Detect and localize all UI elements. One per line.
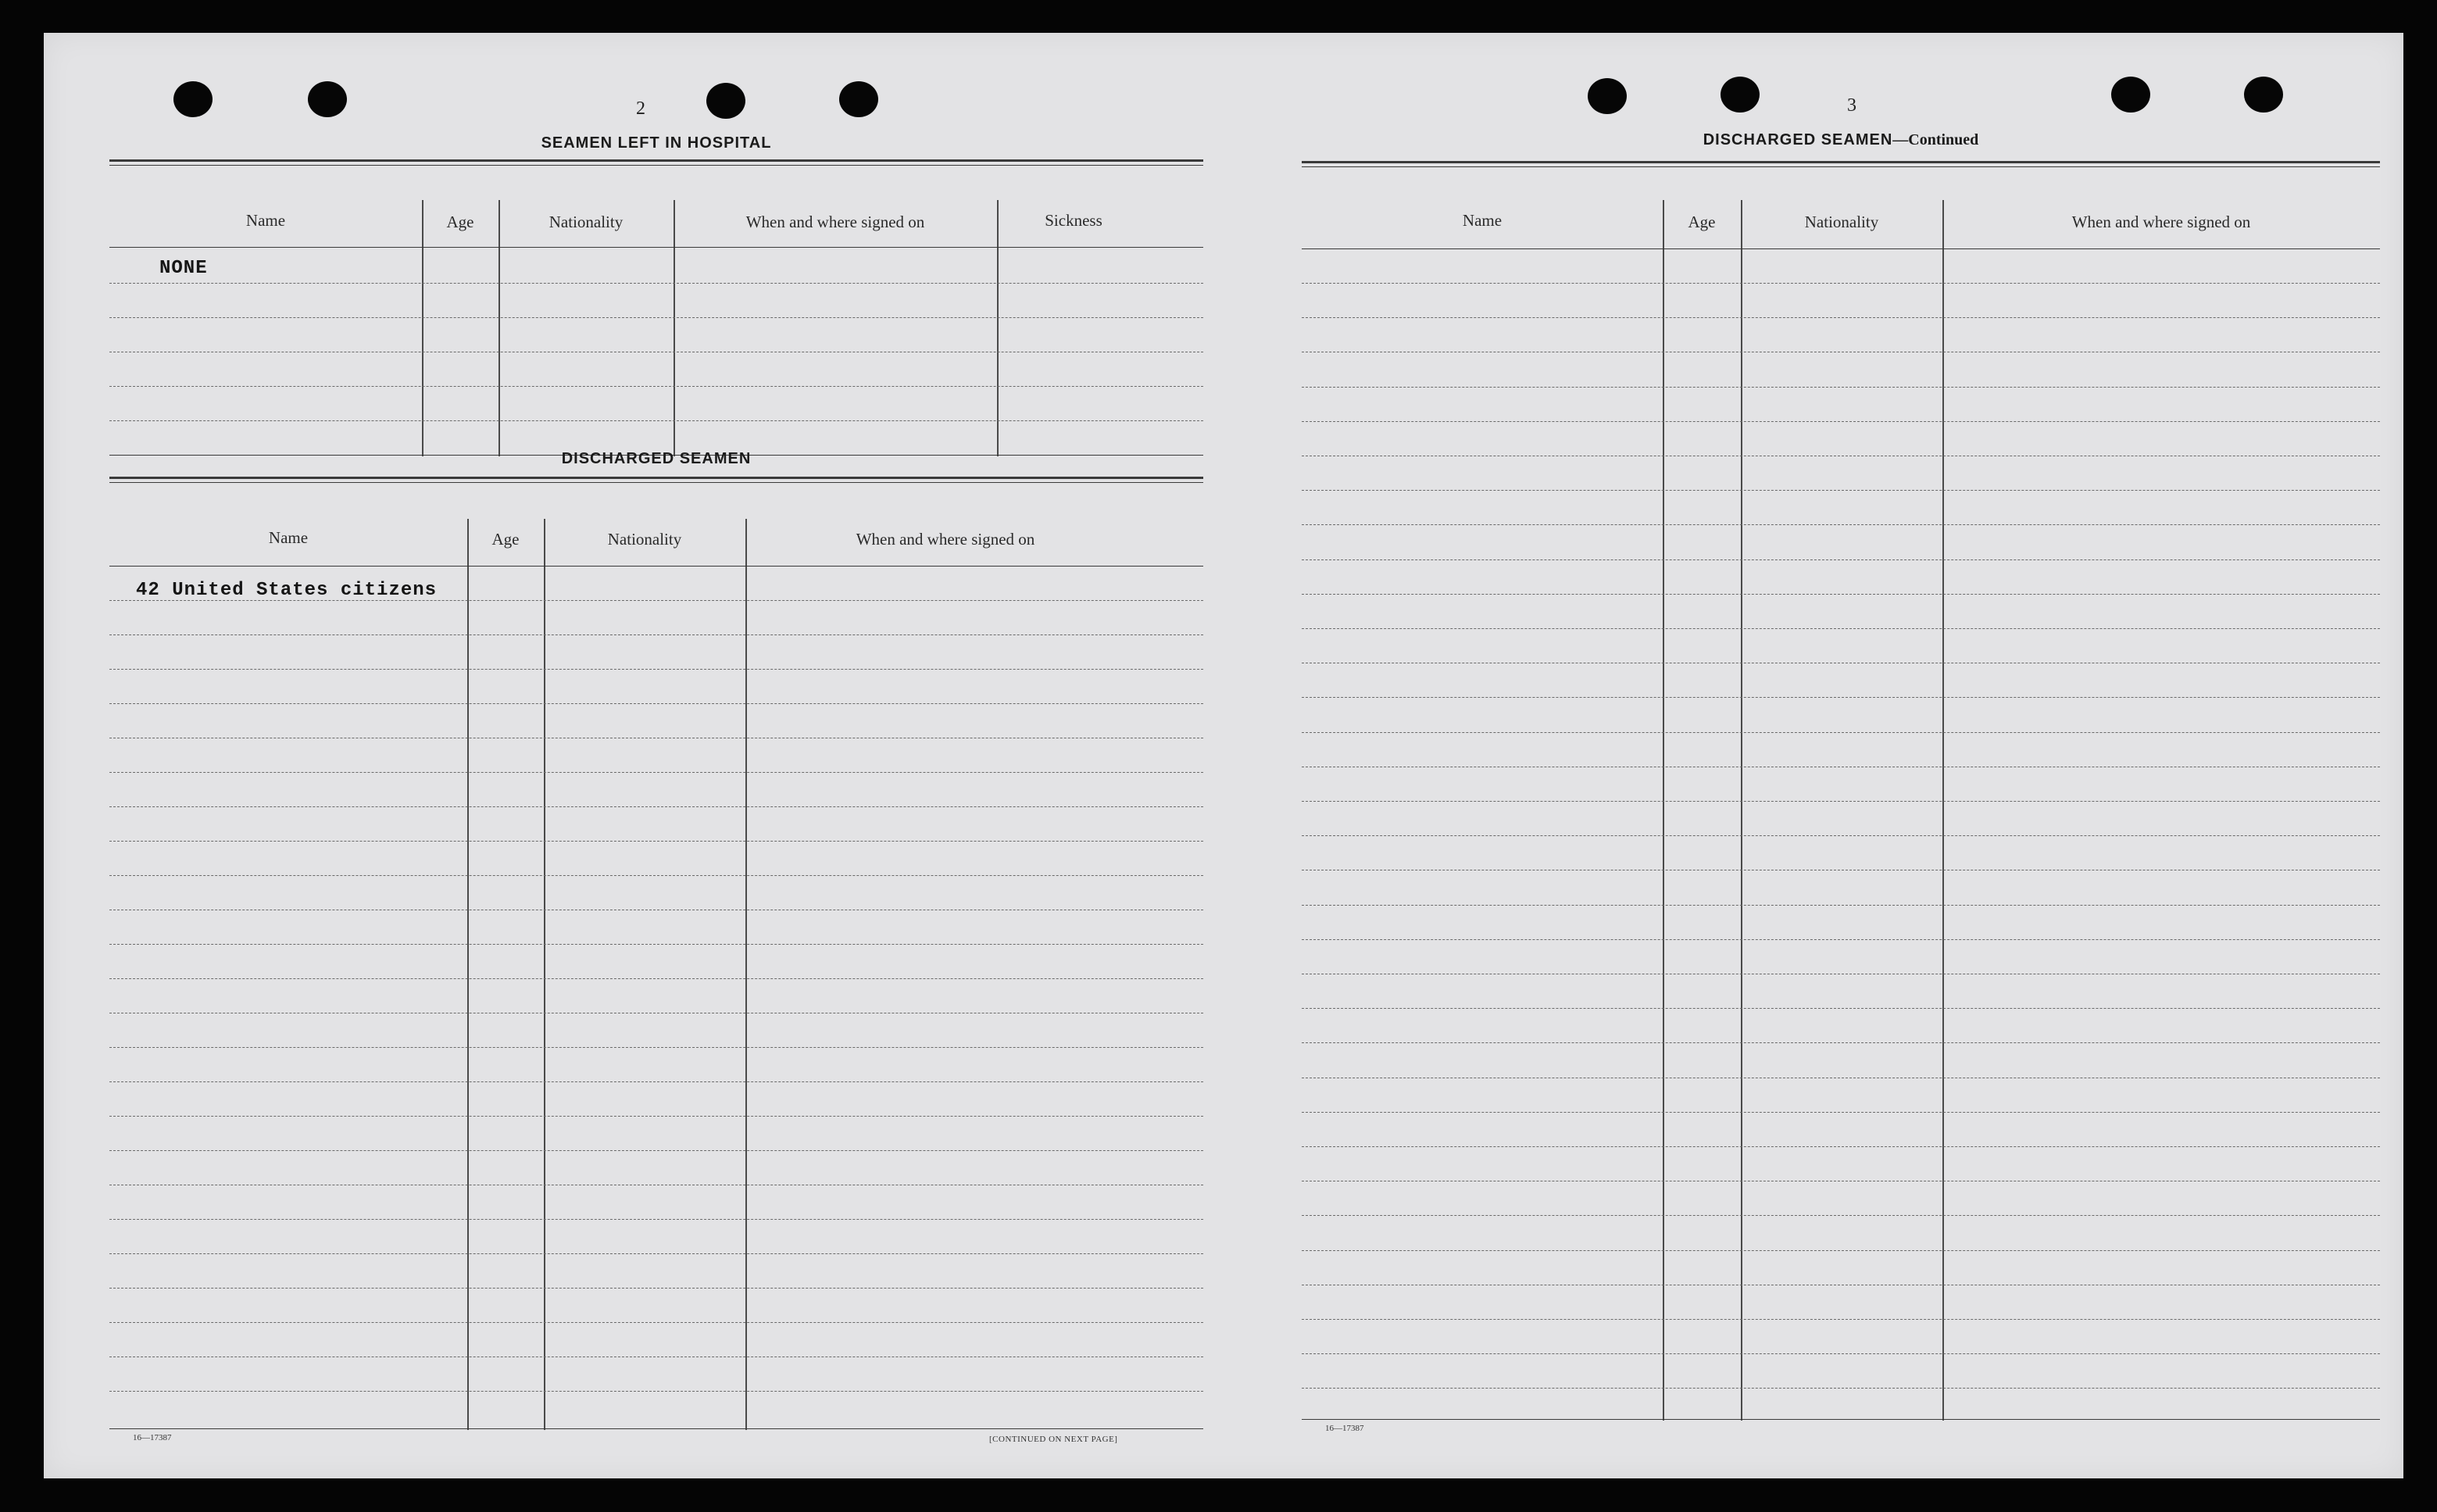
ledger-row-line [109, 703, 1203, 704]
column-header: Nationality [1804, 213, 1879, 231]
ledger-row-line [1302, 732, 2380, 733]
hospital-section-title: SEAMEN LEFT IN HOSPITAL [541, 134, 772, 152]
discharged-section-title: DISCHARGED SEAMEN [561, 450, 752, 467]
ledger-row-line [1302, 1250, 2380, 1251]
discharged-continued-title [1302, 131, 2380, 149]
ledger-row-line [1302, 317, 2380, 318]
ledger-row-line [109, 1391, 1203, 1392]
ledger-row-line [1302, 1042, 2380, 1043]
hospital-table [109, 166, 1203, 456]
ledger-row-line [109, 875, 1203, 876]
page-number: 2 [636, 98, 645, 119]
discharged-entry-typed: 42 United States citizens [136, 580, 438, 601]
ledger-row-line [1302, 1215, 2380, 1216]
discharged-continued-table [1302, 167, 2380, 1421]
column-header: Name [1462, 211, 1503, 230]
discharged-table [109, 483, 1203, 1430]
column-header: Age [491, 530, 520, 549]
title-text: DISCHARGED SEAMEN [1703, 131, 1893, 148]
ledger-row-line [1302, 905, 2380, 906]
ledger-row-line [1302, 939, 2380, 940]
column-header: Sickness [1045, 211, 1102, 230]
column-header: Nationality [607, 530, 682, 549]
ledger-row-line [1302, 283, 2380, 284]
ledger-row-line [1302, 1008, 2380, 1009]
title-suffix: —Continued [1892, 131, 1979, 148]
ledger-row-line [1302, 490, 2380, 491]
ledger-row-line [109, 1150, 1203, 1151]
ledger-row-line [109, 1219, 1203, 1220]
ledger-row-line [1302, 594, 2380, 595]
form-code: 16—17387 [133, 1433, 172, 1442]
ledger-row-line [1302, 387, 2380, 388]
ledger-row-line [1302, 697, 2380, 698]
column-header: When and where signed on [745, 213, 925, 231]
left-page [109, 33, 1203, 1478]
ledger-row-line [1302, 835, 2380, 836]
right-page [1302, 33, 2380, 1478]
ledger-row-line [1302, 1146, 2380, 1147]
ledger-row-line [109, 772, 1203, 773]
ledger-row-line [109, 841, 1203, 842]
ledger-row-line [1302, 1388, 2380, 1389]
column-header: Name [268, 528, 309, 547]
ledger-row-line [109, 978, 1203, 979]
ledger-row-line [109, 1081, 1203, 1082]
ledger-row-line [1302, 628, 2380, 629]
ledger-row-line [109, 1322, 1203, 1323]
form-code: 16—17387 [1325, 1424, 1364, 1433]
column-header: Age [1688, 213, 1716, 231]
continued-note: [CONTINUED ON NEXT PAGE] [989, 1435, 1118, 1444]
column-header: When and where signed on [2071, 213, 2251, 231]
column-header: Age [446, 213, 474, 231]
ledger-row-line [109, 806, 1203, 807]
column-header: Name [245, 211, 286, 230]
ledger-row-line [1302, 559, 2380, 560]
ledger-row-line [109, 634, 1203, 635]
document-sheet [44, 33, 2403, 1478]
page-number: 3 [1847, 95, 1856, 116]
ledger-row-line [1302, 421, 2380, 422]
ledger-row-line [109, 1253, 1203, 1254]
ledger-row-line [109, 1047, 1203, 1048]
ledger-row-line [1302, 1353, 2380, 1354]
column-header: When and where signed on [856, 530, 1035, 549]
column-header: Nationality [549, 213, 624, 231]
ledger-row-line [1302, 801, 2380, 802]
ledger-row-line [1302, 1112, 2380, 1113]
ledger-row-line [109, 1288, 1203, 1289]
ledger-row-line [109, 669, 1203, 670]
ledger-row-line [1302, 524, 2380, 525]
ledger-row-line [1302, 1319, 2380, 1320]
ledger-row-line [109, 944, 1203, 945]
hospital-entry-typed: NONE [159, 258, 208, 279]
ledger-row-line [109, 1116, 1203, 1117]
